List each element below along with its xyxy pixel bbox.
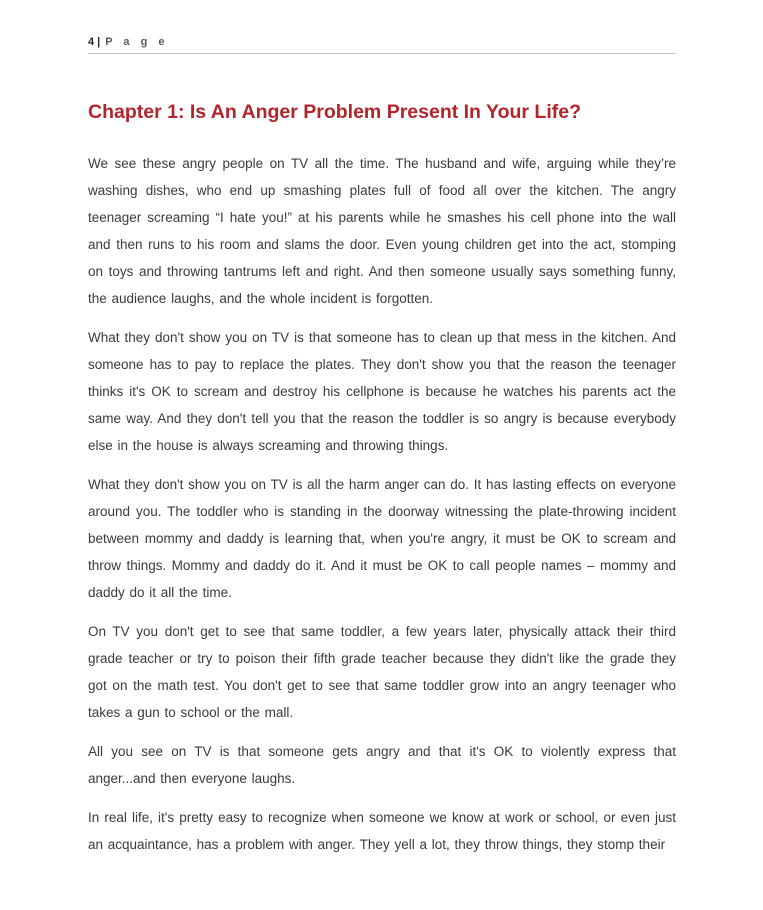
- body-copy: [88, 150, 676, 858]
- body-paragraph: All you see on TV is that someone gets angry and that it's OK to violently express that anger...and then everyone laughs.: [88, 744, 676, 786]
- body-paragraph: What they don't show you on TV is all the harm anger can do. It has lasting effects on everyone around you. The toddler who is standing in the doorway witnessing the plate-throwing incident between mommy and daddy is learning that, when you're angry, it must be OK to scream and throw things. Mommy and daddy do it. And it must be OK to call people names – mommy and daddy do it all the time.: [88, 477, 676, 600]
- body-paragraph: In real life, it's pretty easy to recognize when someone we know at work or school, or even just an acquaintance, has a problem with anger. They yell a lot, they throw things, they stomp their: [88, 810, 676, 852]
- page-header: [88, 36, 676, 49]
- body-paragraph: On TV you don't get to see that same toddler, a few years later, physically attack their third grade teacher or try to poison their fifth grade teacher because they didn't like the grade they got on the math test. You don't get to see that same toddler grow into an angry teenager who takes a gun to school or the mall.: [88, 624, 676, 720]
- chapter-heading: Chapter 1: Is An Anger Problem Present In Your Life?: [88, 101, 582, 123]
- body-paragraph: We see these angry people on TV all the time. The husband and wife, arguing while they’re washing dishes, who end up smashing plates full of food all over the kitchen. The angry teenager screaming “I hate you!” at his parents while he smashes his cell phone into the wall and then runs to his room and slams the door. Even young children get into the act, stomping on toys and throwing tantrums left and right. And then someone usually says something funny, the audience laughs, and the whole incident is forgotten.: [88, 156, 676, 306]
- body-paragraph: What they don't show you on TV is that someone has to clean up that mess in the kitchen. And someone has to pay to replace the plates. They don't show you that the reason the teenager thinks it's OK to scream and destroy his cellphone is because he watches his parents act the same way. And they don't tell you that the reason the toddler is so angry is because everybody else in the house is always screaming and throwing things.: [88, 330, 676, 453]
- header-separator: |: [97, 36, 101, 48]
- page-number: 4: [88, 36, 96, 48]
- header-divider: [88, 53, 676, 54]
- page-label: P a g e: [105, 36, 169, 48]
